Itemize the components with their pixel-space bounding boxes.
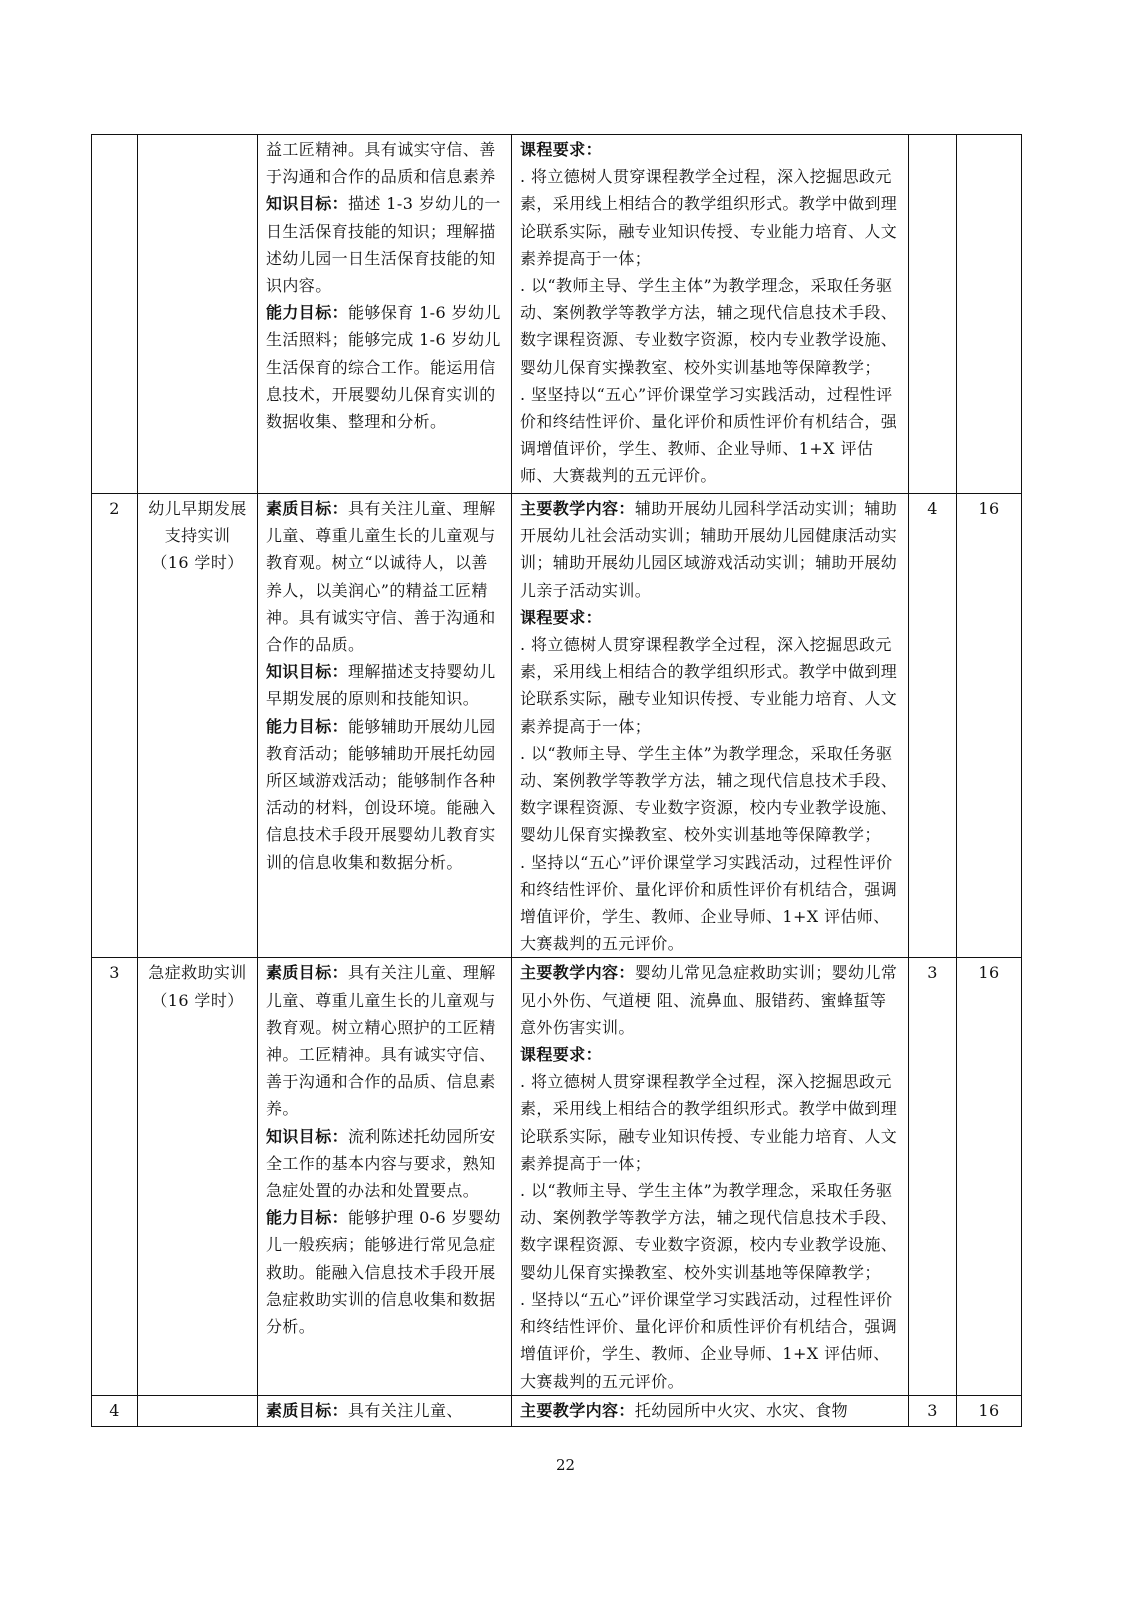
hours-value: 16 — [957, 494, 1022, 958]
section-text: . 坚坚持以“五心”评价课堂学习实践活动，过程性评价和终结性评价、量化评价和质性评价有机结合，强调增值评价，学生、教师、企业导师、1+X 评估师、大赛裁判的五元评价。 — [520, 384, 898, 486]
section-text: 托幼园所中火灾、水灾、食物 — [634, 1400, 849, 1420]
course-content — [512, 958, 909, 1395]
course-table-body — [92, 135, 1022, 1427]
section-text: 具有关注儿童、理解儿童、尊重儿童生长的儿童观与教育观。树立精心照护的工匠精神。工匠精神。具有诚实守信、善于沟通和合作的品质、信息素养。 — [266, 963, 496, 1119]
section-label: 主要教学内容： — [520, 1400, 635, 1420]
section-label: 知识目标： — [266, 194, 349, 214]
section-text: 婴幼儿常见急症救助实训；婴幼儿常见小外伤、气道梗 阻、流鼻血、服错药、蜜蜂蜇等意外伤害实训。 — [520, 963, 898, 1037]
section-text: 具有关注儿童、理解儿童、尊重儿童生长的儿童观与教育观。树立“以诚待人，以善养人，以美润心”的精益工匠精神。具有诚实守信、善于沟通和合作的品质。 — [266, 499, 496, 655]
course-goals-paragraph — [266, 495, 503, 658]
course-content-paragraph — [520, 631, 900, 740]
section-label: 能力目标： — [266, 303, 349, 323]
credits-value: 3 — [909, 958, 957, 1395]
course-content-paragraph — [520, 1068, 900, 1177]
course-goals-paragraph — [266, 299, 503, 435]
course-name: 急症救助实训（16 学时） — [138, 958, 258, 1395]
course-goals — [258, 135, 512, 494]
section-text: 辅助开展幼儿园科学活动实训；辅助开展幼儿社会活动实训；辅助开展幼儿园健康活动实训；辅助开展幼儿园区域游戏活动实训；辅助开展幼儿亲子活动实训。 — [520, 499, 898, 600]
row-index — [92, 135, 138, 494]
course-content-paragraph — [520, 1286, 900, 1395]
course-content-paragraph — [520, 272, 900, 381]
course-content-paragraph — [520, 604, 900, 631]
hours-value: 16 — [957, 958, 1022, 1395]
section-label: 能力目标： — [266, 716, 349, 736]
course-goals — [258, 958, 512, 1395]
course-goals-paragraph — [266, 959, 503, 1122]
table-row — [92, 958, 1022, 1395]
section-text: 流利陈述托幼园所安全工作的基本内容与要求，熟知急症处置的办法和处置要点。 — [266, 1126, 496, 1201]
course-content — [512, 135, 909, 494]
course-content-paragraph — [520, 163, 900, 272]
course-content-paragraph — [520, 740, 900, 849]
course-content-paragraph — [520, 1177, 900, 1286]
course-name — [138, 135, 258, 494]
row-index: 3 — [92, 958, 138, 1395]
section-label: 主要教学内容： — [520, 963, 635, 983]
course-content-paragraph — [520, 381, 900, 490]
row-index: 2 — [92, 494, 138, 958]
credits-value: 4 — [909, 494, 957, 958]
table-row — [92, 494, 1022, 958]
credits-value — [909, 135, 957, 494]
section-text: . 以“教师主导、学生主体”为教学理念，采取任务驱动、案例教学等教学方法，辅之现代信息技术手段、数字课程资源、专业数字资源，校内专业教学设施、婴幼儿保育实操教室、校外实训基地等保障教学； — [520, 743, 898, 845]
section-text: 能够辅助开展幼儿园教育活动；能够辅助开展托幼园所区域游戏活动；能够制作各种活动的材料，创设环境。能融入信息技术手段开展婴幼儿教育实训的信息收集和数据分析。 — [266, 716, 496, 872]
section-label: 课程要求： — [520, 140, 603, 159]
section-text: . 将立德树人贯穿课程教学全过程，深入挖掘思政元素，采用线上相结合的教学组织形式。教学中做到理论联系实际，融专业知识传授、专业能力培育、人文素养提高于一体； — [520, 167, 898, 268]
section-text: 能够护理 0-6 岁婴幼儿一般疾病；能够进行常见急症救助。能融入信息技术手段开展急症救助实训的信息收集和数据分析。 — [266, 1208, 501, 1337]
section-text: 描述 1-3 岁幼儿的一日生活保育技能的知识；理解描述幼儿园一日生活保育技能的知识内容。 — [266, 194, 501, 296]
section-text: . 坚持以“五心”评价课堂学习实践活动，过程性评价和终结性评价、量化评价和质性评价有机结合，强调增值评价，学生、教师、企业导师、1+X 评估师、大赛裁判的五元评价。 — [520, 852, 898, 954]
section-text: 具有关注儿童、 — [348, 1400, 463, 1420]
section-text: . 坚持以“五心”评价课堂学习实践活动，过程性评价和终结性评价、量化评价和质性评价有机结合，强调增值评价，学生、教师、企业导师、1+X 评估师、大赛裁判的五元评价。 — [520, 1289, 898, 1391]
hours-value: 16 — [957, 1395, 1022, 1426]
table-row — [92, 1395, 1022, 1426]
course-content — [512, 494, 909, 958]
section-text: . 以“教师主导、学生主体”为教学理念，采取任务驱动、案例教学等教学方法，辅之现代信息技术手段、数字课程资源、专业数字资源，校内专业教学设施、婴幼儿保育实操教室、校外实训基地等保障教学； — [520, 276, 898, 377]
course-goals-paragraph — [266, 713, 503, 876]
course-goals-paragraph — [266, 1204, 503, 1340]
course-content-paragraph — [520, 136, 900, 163]
section-text: . 将立德树人贯穿课程教学全过程，深入挖掘思政元素，采用线上相结合的教学组织形式。教学中做到理论联系实际，融专业知识传授、专业能力培育、人文素养提高于一体； — [520, 1072, 898, 1173]
course-table — [91, 134, 1022, 1427]
course-content-paragraph — [520, 495, 900, 604]
section-label: 课程要求： — [520, 1045, 603, 1065]
course-name — [138, 1395, 258, 1426]
page-number: 22 — [555, 1456, 576, 1474]
course-name: 幼儿早期发展支持实训（16 学时） — [138, 494, 258, 958]
row-index: 4 — [92, 1395, 138, 1426]
section-label: 素质目标： — [266, 963, 349, 983]
section-text: 能够保育 1-6 岁幼儿生活照料；能够完成 1-6 岁幼儿生活保育的综合工作。能运用信息技术，开展婴幼儿保育实训的数据收集、整理和分析。 — [266, 303, 501, 432]
hours-value — [957, 135, 1022, 494]
section-label: 知识目标： — [266, 662, 349, 682]
course-goals — [258, 1395, 512, 1426]
course-goals-paragraph — [266, 1123, 503, 1205]
course-content — [512, 1395, 909, 1426]
course-goals — [258, 494, 512, 958]
course-goals-paragraph — [266, 136, 503, 190]
course-content-paragraph — [520, 959, 900, 1041]
section-label: 课程要求： — [520, 607, 603, 627]
section-text: . 将立德树人贯穿课程教学全过程，深入挖掘思政元素，采用线上相结合的教学组织形式。教学中做到理论联系实际，融专业知识传授、专业能力培育、人文素养提高于一体； — [520, 635, 898, 736]
section-text: 理解描述支持婴幼儿早期发展的原则和技能知识。 — [266, 662, 496, 709]
course-content-paragraph — [520, 1397, 900, 1424]
course-content-paragraph — [520, 849, 900, 958]
section-label: 素质目标： — [266, 1400, 349, 1420]
section-text: . 以“教师主导、学生主体”为教学理念，采取任务驱动、案例教学等教学方法，辅之现代信息技术手段、数字课程资源、专业数字资源，校内专业教学设施、婴幼儿保育实操教室、校外实训基地等保障教学； — [520, 1181, 898, 1282]
section-label: 能力目标： — [266, 1208, 349, 1228]
section-label: 素质目标： — [266, 499, 349, 518]
section-label: 知识目标： — [266, 1126, 349, 1146]
course-goals-paragraph — [266, 658, 503, 712]
credits-value: 3 — [909, 1395, 957, 1426]
section-label: 主要教学内容： — [520, 499, 635, 518]
course-goals-paragraph — [266, 1397, 503, 1424]
course-content-paragraph — [520, 1041, 900, 1068]
table-row — [92, 135, 1022, 494]
section-text: 益工匠精神。具有诚实守信、善于沟通和合作的品质和信息素养 — [266, 140, 496, 187]
course-goals-paragraph — [266, 190, 503, 299]
